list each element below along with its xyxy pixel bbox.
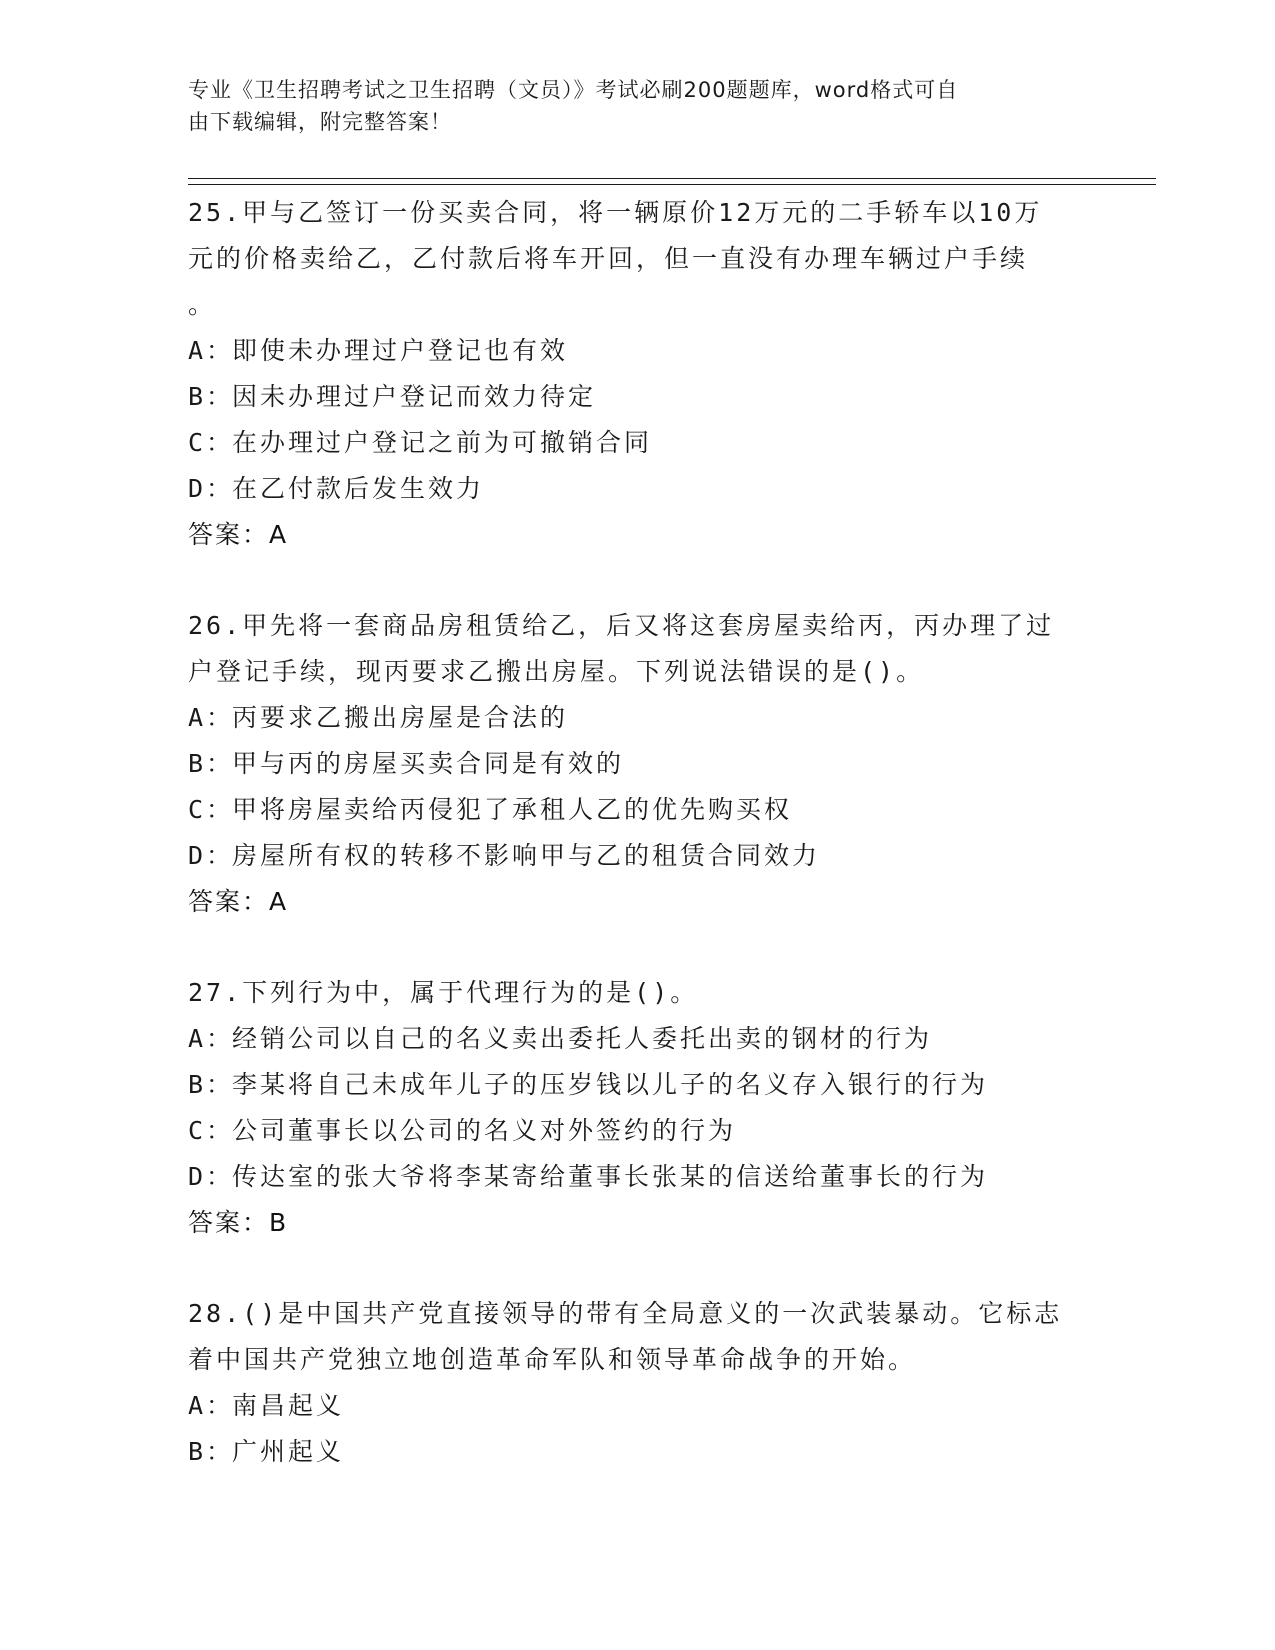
question-stem-line: 27.下列行为中，属于代理行为的是()。 <box>188 978 699 1007</box>
question-stem-line: 26.甲先将一套商品房租赁给乙，后又将这套房屋卖给丙，丙办理了过 <box>188 611 1055 640</box>
option-text: 在乙付款后发生效力 <box>232 474 485 503</box>
question-list <box>188 190 1088 1520</box>
option-key: A： <box>188 336 235 365</box>
question-stem <box>188 603 1088 695</box>
answer-option <box>188 695 1088 741</box>
option-text: 李某将自己未成年儿子的压岁钱以儿子的名义存入银行的行为 <box>232 1070 989 1099</box>
option-key: D： <box>188 474 235 503</box>
question-stem-line: 。 <box>188 290 217 319</box>
option-text: 广州起义 <box>232 1437 345 1466</box>
answer-option <box>188 833 1088 879</box>
header-line-1: 专业《卫生招聘考试之卫生招聘（文员）》考试必刷200题题库，word格式可自 <box>188 78 959 102</box>
answer-option <box>188 741 1088 787</box>
answer-option <box>188 787 1088 833</box>
question-stem <box>188 970 1088 1016</box>
option-key: C： <box>188 428 235 457</box>
option-key: B： <box>188 749 235 778</box>
option-text: 甲与丙的房屋买卖合同是有效的 <box>232 749 625 778</box>
option-key: A： <box>188 703 235 732</box>
question-stem <box>188 190 1088 328</box>
answer-option <box>188 1383 1088 1429</box>
answer-option <box>188 1429 1088 1475</box>
question-stem-line: 元的价格卖给乙，乙付款后将车开回，但一直没有办理车辆过户手续 <box>188 244 1029 273</box>
option-text: 因未办理过户登记而效力待定 <box>232 382 597 411</box>
header-divider-top <box>188 178 1156 179</box>
question-stem-line: 25.甲与乙签订一份买卖合同，将一辆原价12万元的二手轿车以10万 <box>188 198 1043 227</box>
answer-option <box>188 328 1088 374</box>
question-block <box>188 970 1088 1246</box>
answer-option <box>188 374 1088 420</box>
answer-key: 答案：A <box>188 887 289 916</box>
option-key: D： <box>188 841 235 870</box>
option-key: A： <box>188 1024 235 1053</box>
header-divider-bottom <box>188 184 1156 185</box>
question-block <box>188 603 1088 925</box>
header-line-2: 由下载编辑，附完整答案！ <box>188 110 452 134</box>
question-stem-line: 着中国共产党独立地创造革命军队和领导革命战争的开始。 <box>188 1345 917 1374</box>
question-stem-line: 户登记手续，现丙要求乙搬出房屋。下列说法错误的是()。 <box>188 657 925 686</box>
option-text: 南昌起义 <box>232 1391 345 1420</box>
option-key: C： <box>188 795 235 824</box>
option-text: 公司董事长以公司的名义对外签约的行为 <box>232 1116 737 1145</box>
question-block <box>188 1291 1088 1475</box>
answer-key: 答案：A <box>188 520 289 549</box>
question-block <box>188 190 1088 558</box>
option-key: B： <box>188 1437 235 1466</box>
answer-option <box>188 420 1088 466</box>
answer-option <box>188 1016 1088 1062</box>
option-text: 丙要求乙搬出房屋是合法的 <box>232 703 569 732</box>
question-stem-line: 28.()是中国共产党直接领导的带有全局意义的一次武装暴动。它标志 <box>188 1299 1063 1328</box>
option-text: 传达室的张大爷将李某寄给董事长张某的信送给董事长的行为 <box>232 1162 989 1191</box>
option-key: C： <box>188 1116 235 1145</box>
question-stem <box>188 1291 1088 1383</box>
answer-option <box>188 1062 1088 1108</box>
answer-key: 答案：B <box>188 1208 289 1237</box>
answer-option <box>188 1154 1088 1200</box>
option-key: D： <box>188 1162 235 1191</box>
option-key: B： <box>188 1070 235 1099</box>
option-text: 经销公司以自己的名义卖出委托人委托出卖的钢材的行为 <box>232 1024 933 1053</box>
option-text: 在办理过户登记之前为可撤销合同 <box>232 428 653 457</box>
option-text: 即使未办理过户登记也有效 <box>232 336 569 365</box>
option-key: A： <box>188 1391 235 1420</box>
option-text: 甲将房屋卖给丙侵犯了承租人乙的优先购买权 <box>232 795 793 824</box>
answer-option <box>188 466 1088 512</box>
option-key: B： <box>188 382 235 411</box>
answer-option <box>188 1108 1088 1154</box>
document-header <box>188 74 1068 138</box>
option-text: 房屋所有权的转移不影响甲与乙的租赁合同效力 <box>232 841 821 870</box>
